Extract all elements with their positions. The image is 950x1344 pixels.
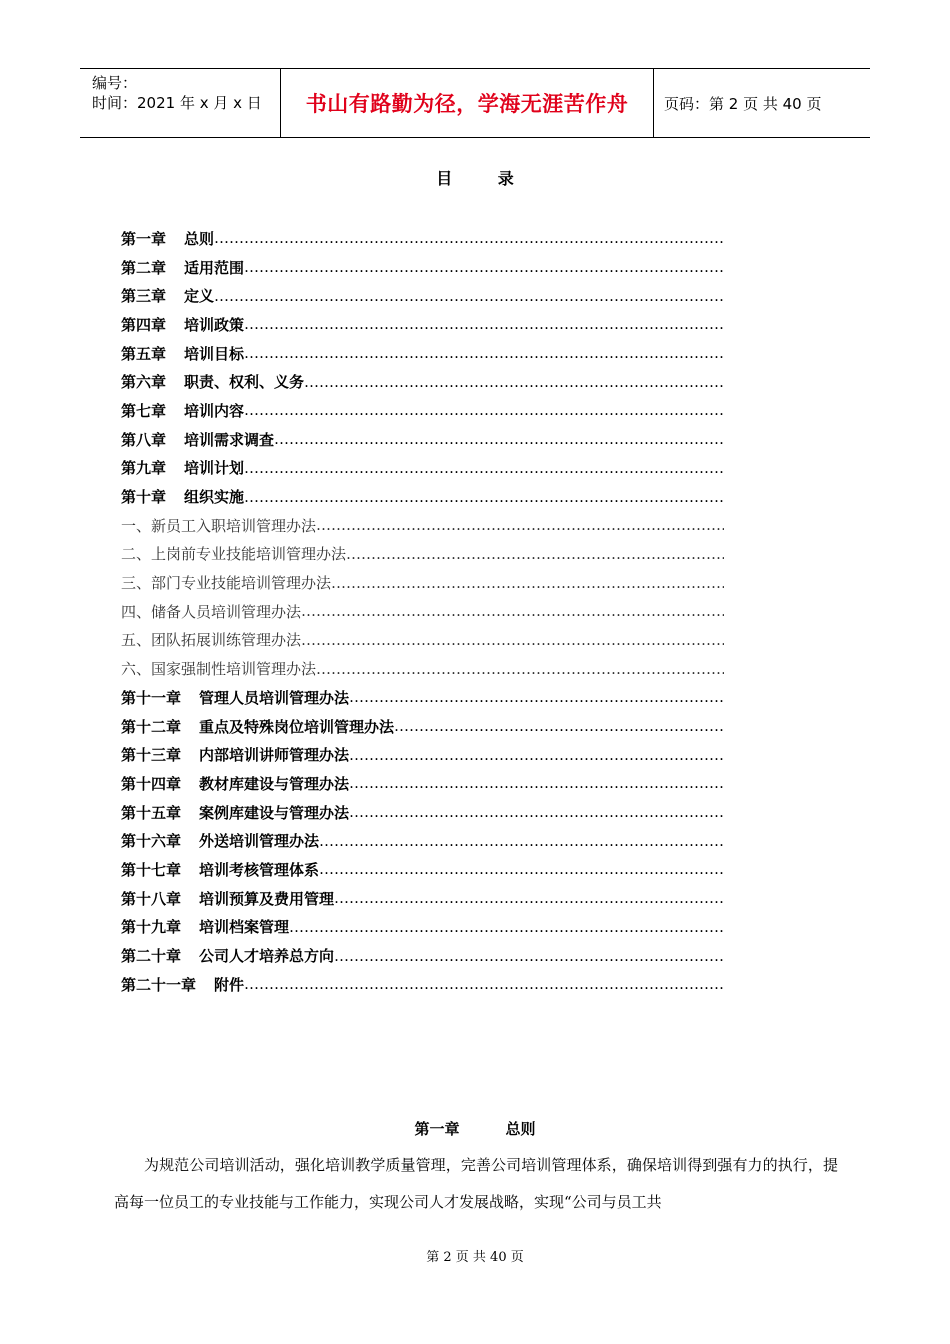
- toc-leader-dots: [349, 746, 724, 764]
- toc-entry[interactable]: [121, 310, 724, 339]
- toc-entry[interactable]: [121, 568, 724, 597]
- toc-entry[interactable]: [121, 913, 724, 942]
- table-of-contents: [121, 224, 724, 999]
- toc-entry-number: 第六章: [121, 373, 167, 392]
- toc-leader-dots: [289, 918, 724, 936]
- toc-entry-title: 培训目标: [184, 344, 245, 363]
- toc-leader-dots: [244, 258, 724, 276]
- toc-entry[interactable]: [121, 941, 724, 970]
- toc-entry[interactable]: [121, 511, 724, 540]
- toc-entry-title: 公司人才培养总方向: [199, 947, 335, 966]
- toc-entry[interactable]: [121, 281, 724, 310]
- toc-leader-dots: [394, 717, 724, 735]
- toc-entry-number: 第十八章: [121, 889, 182, 908]
- toc-entry-title: 四、储备人员培训管理办法: [121, 602, 302, 621]
- toc-leader-dots: [301, 631, 724, 649]
- toc-entry-number: 第二十章: [121, 947, 182, 966]
- toc-leader-dots: [331, 574, 724, 592]
- toc-entry[interactable]: [121, 454, 724, 483]
- toc-entry-number: 第十三章: [121, 746, 182, 765]
- toc-entry[interactable]: [121, 425, 724, 454]
- toc-entry[interactable]: [121, 712, 724, 741]
- toc-entry-title: 适用范围: [184, 258, 245, 277]
- toc-entry-title: 培训政策: [184, 315, 245, 334]
- toc-entry[interactable]: [121, 769, 724, 798]
- header-page-info: 页码：第 2 页 共 40 页: [664, 94, 822, 113]
- toc-entry-title: 培训档案管理: [199, 918, 290, 937]
- toc-leader-dots: [349, 803, 724, 821]
- toc-entry-number: 第九章: [121, 459, 167, 478]
- toc-leader-dots: [319, 860, 724, 878]
- toc-entry[interactable]: [121, 396, 724, 425]
- toc-entry[interactable]: [121, 253, 724, 282]
- toc-entry-title: 组织实施: [184, 488, 245, 507]
- toc-entry[interactable]: [121, 740, 724, 769]
- toc-entry-title: 六、国家强制性培训管理办法: [121, 660, 317, 679]
- toc-leader-dots: [334, 889, 724, 907]
- toc-entry-title: 重点及特殊岗位培训管理办法: [199, 717, 395, 736]
- toc-leader-dots: [274, 430, 724, 448]
- toc-entry-title: 案例库建设与管理办法: [199, 803, 350, 822]
- toc-entry-number: 第三章: [121, 287, 167, 306]
- toc-entry-number: 第十六章: [121, 832, 182, 851]
- toc-entry-title: 三、部门专业技能培训管理办法: [121, 574, 332, 593]
- toc-entry[interactable]: [121, 540, 724, 569]
- toc-entry-title: 培训需求调查: [184, 430, 275, 449]
- toc-leader-dots: [244, 459, 724, 477]
- chapter-number: 第一章: [414, 1120, 460, 1138]
- page-header: [80, 68, 870, 138]
- toc-entry-title: 培训内容: [184, 401, 245, 420]
- toc-leader-dots: [244, 488, 724, 506]
- toc-entry[interactable]: [121, 826, 724, 855]
- toc-entry[interactable]: [121, 884, 724, 913]
- toc-entry-title: 附件: [214, 975, 245, 994]
- chapter-heading: [0, 1118, 950, 1139]
- document-number: 编号：: [92, 74, 138, 92]
- toc-entry-title: 培训计划: [184, 459, 245, 478]
- chapter-paragraph: 为规范公司培训活动，强化培训教学质量管理，完善公司培训管理体系，确保培训得到强有力的执行，提高每一位员工的专业技能与工作能力，实现公司人才发展战略，实现“公司与员工共: [114, 1156, 838, 1211]
- toc-entry-number: 第十九章: [121, 918, 182, 937]
- toc-entry-title: 外送培训管理办法: [199, 832, 320, 851]
- toc-entry[interactable]: [121, 654, 724, 683]
- toc-entry-title: 教材库建设与管理办法: [199, 774, 350, 793]
- toc-entry[interactable]: [121, 855, 724, 884]
- toc-leader-dots: [244, 401, 724, 419]
- toc-leader-dots: [214, 287, 724, 305]
- toc-entry-title: 职责、权利、义务: [184, 373, 305, 392]
- toc-leader-dots: [316, 660, 724, 678]
- toc-entry-title: 培训预算及费用管理: [199, 889, 335, 908]
- toc-entry-number: 第八章: [121, 430, 167, 449]
- toc-leader-dots: [244, 315, 724, 333]
- toc-entry-title: 一、新员工入职培训管理办法: [121, 516, 317, 535]
- toc-entry[interactable]: [121, 482, 724, 511]
- toc-entry-title: 总则: [184, 229, 215, 248]
- toc-entry-number: 第十四章: [121, 774, 182, 793]
- toc-entry-number: 第十一章: [121, 688, 182, 707]
- toc-leader-dots: [334, 947, 724, 965]
- toc-entry[interactable]: [121, 597, 724, 626]
- chapter-title: 总则: [505, 1120, 536, 1138]
- toc-leader-dots: [349, 688, 724, 706]
- toc-leader-dots: [244, 344, 724, 362]
- toc-leader-dots: [214, 229, 724, 247]
- document-date: 时间：2021 年 x 月 x 日: [92, 94, 262, 112]
- toc-entry[interactable]: [121, 683, 724, 712]
- toc-leader-dots: [301, 602, 724, 620]
- toc-entry-number: 第十七章: [121, 860, 182, 879]
- toc-entry-number: 第一章: [121, 229, 167, 248]
- toc-entry[interactable]: [121, 339, 724, 368]
- toc-leader-dots: [244, 975, 724, 993]
- toc-entry[interactable]: [121, 970, 724, 999]
- toc-entry-number: 第二章: [121, 258, 167, 277]
- toc-entry-number: 第四章: [121, 315, 167, 334]
- toc-leader-dots: [316, 516, 724, 534]
- toc-entry-title: 二、上岗前专业技能培训管理办法: [121, 545, 347, 564]
- toc-entry-title: 内部培训讲师管理办法: [199, 746, 350, 765]
- toc-entry-title: 五、团队拓展训练管理办法: [121, 631, 302, 650]
- toc-entry-number: 第二十一章: [121, 975, 197, 994]
- toc-leader-dots: [346, 545, 724, 563]
- toc-entry-title: 培训考核管理体系: [199, 860, 320, 879]
- toc-entry-title: 定义: [184, 287, 215, 306]
- toc-entry[interactable]: [121, 224, 724, 253]
- toc-leader-dots: [349, 774, 724, 792]
- toc-entry-number: 第七章: [121, 401, 167, 420]
- header-meta: [80, 69, 281, 137]
- page-footer: 第 2 页 共 40 页: [426, 1250, 524, 1265]
- toc-entry-number: 第十二章: [121, 717, 182, 736]
- toc-title: 目 录: [436, 169, 534, 188]
- toc-entry-number: 第五章: [121, 344, 167, 363]
- toc-entry[interactable]: [121, 367, 724, 396]
- toc-leader-dots: [304, 373, 724, 391]
- toc-leader-dots: [319, 832, 724, 850]
- toc-entry[interactable]: [121, 798, 724, 827]
- toc-entry[interactable]: [121, 626, 724, 655]
- toc-entry-title: 管理人员培训管理办法: [199, 688, 350, 707]
- header-motto: 书山有路勤为径，学海无涯苦作舟: [281, 69, 654, 137]
- toc-entry-number: 第十五章: [121, 803, 182, 822]
- toc-entry-number: 第十章: [121, 488, 167, 507]
